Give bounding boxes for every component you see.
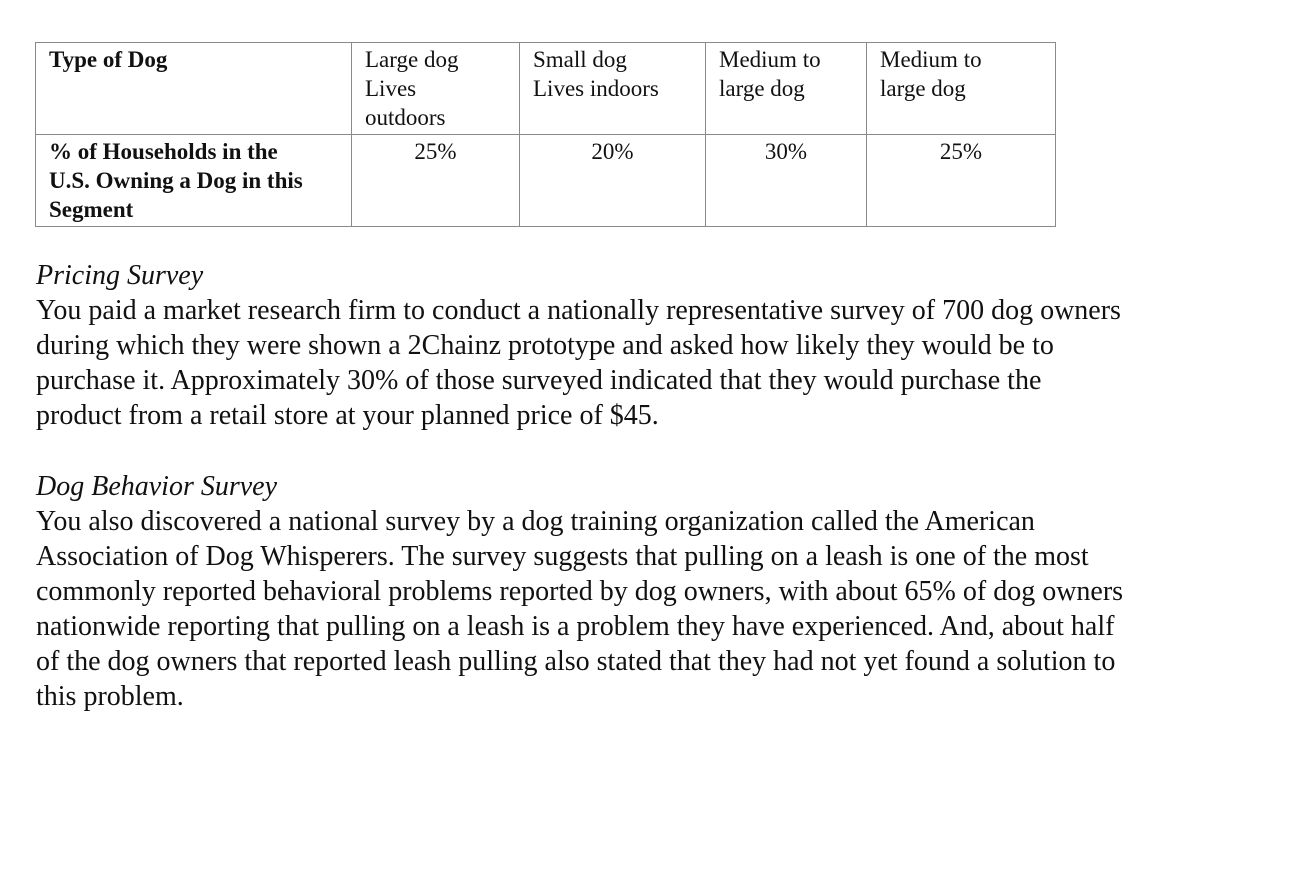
dog-type-line: Large dog: [365, 47, 459, 72]
pricing-survey-section: [36, 258, 1276, 433]
table-header-cell: [36, 135, 352, 227]
paragraph-line: You paid a market research firm to conduct a nationally representative survey of 700 dog owners: [36, 295, 1121, 326]
type-of-dog-label: Type of Dog: [49, 47, 168, 72]
table-row: [36, 135, 1056, 227]
paragraph-line: during which they were shown a 2Chainz prototype and asked how likely they would be to: [36, 330, 1054, 361]
dog-behavior-survey-title: Dog Behavior Survey: [36, 471, 278, 502]
dog-type-line: Small dog: [533, 47, 627, 72]
dog-type-line: Lives: [365, 76, 417, 101]
dog-type-line: Medium to: [719, 47, 821, 72]
dog-type-cell: [352, 43, 520, 135]
dog-type-line: outdoors: [365, 105, 446, 130]
pricing-survey-paragraph: [36, 293, 1276, 433]
percentage-cell: 25%: [352, 135, 520, 227]
row-label-line: U.S. Owning a Dog in this: [49, 168, 303, 193]
percentage-cell: 30%: [706, 135, 867, 227]
paragraph-line: purchase it. Approximately 30% of those surveyed indicated that they would purchase the: [36, 365, 1042, 396]
paragraph-line: nationwide reporting that pulling on a leash is a problem they have experienced. And, about half: [36, 611, 1115, 642]
percentage-cell: 25%: [867, 135, 1056, 227]
table-header-cell: [36, 43, 352, 135]
row-label-line: % of Households in the: [49, 139, 278, 164]
dog-type-line: Medium to: [880, 47, 982, 72]
dog-type-cell: [520, 43, 706, 135]
dog-type-line: large dog: [880, 76, 966, 101]
dog-type-line: Lives indoors: [533, 76, 659, 101]
dog-behavior-survey-section: [36, 469, 1276, 714]
dog-type-line: large dog: [719, 76, 805, 101]
table-row: [36, 43, 1056, 135]
dog-segment-table: [35, 42, 1056, 227]
pricing-survey-title: Pricing Survey: [36, 260, 204, 291]
paragraph-line: of the dog owners that reported leash pulling also stated that they had not yet found a solution to: [36, 646, 1116, 677]
paragraph-line: Association of Dog Whisperers. The survey suggests that pulling on a leash is one of the most: [36, 541, 1089, 572]
dog-behavior-survey-paragraph: [36, 504, 1276, 714]
paragraph-line: commonly reported behavioral problems reported by dog owners, with about 65% of dog owners: [36, 576, 1124, 607]
paragraph-line: You also discovered a national survey by a dog training organization called the American: [36, 506, 1035, 537]
dog-type-cell: [867, 43, 1056, 135]
paragraph-line: this problem.: [36, 681, 184, 712]
percentage-cell: 20%: [520, 135, 706, 227]
row-label-line: Segment: [49, 197, 134, 222]
dog-type-cell: [706, 43, 867, 135]
paragraph-line: product from a retail store at your planned price of $45.: [36, 400, 659, 431]
